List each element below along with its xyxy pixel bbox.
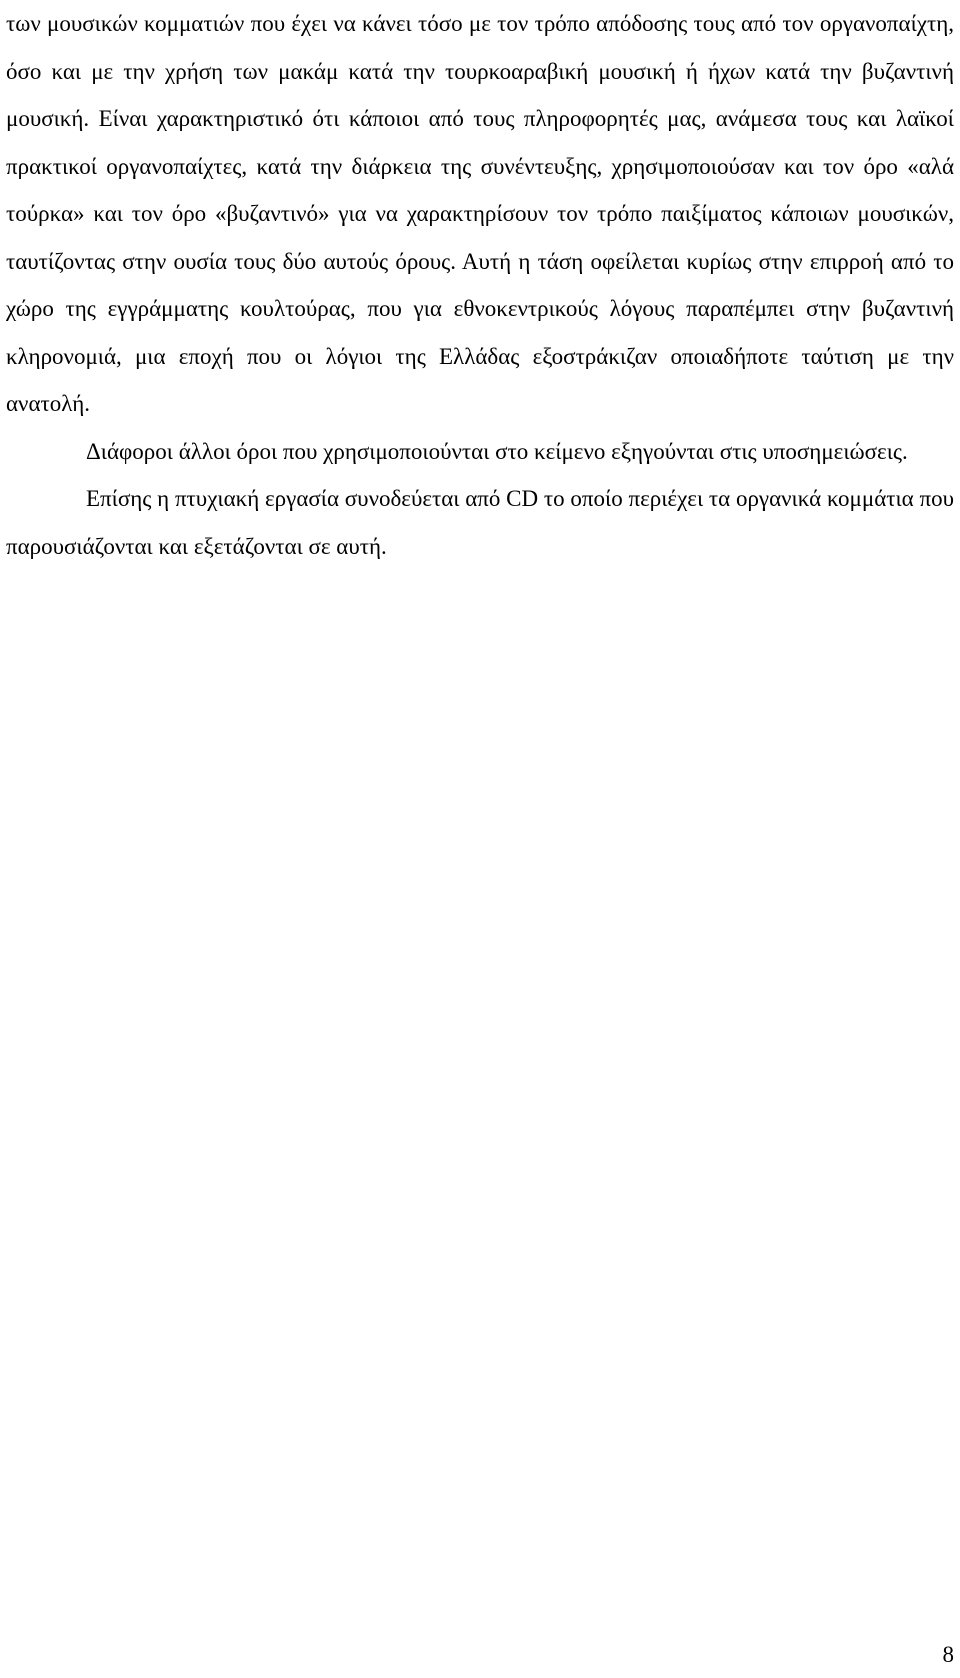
paragraph-cd-note: Επίσης η πτυχιακή εργασία συνοδεύεται από CD το οποίο περιέχει τα οργανικά κομμάτια που παρουσιάζονται και εξετάζονται σε αυτή. [6,486,954,559]
paragraph-terms-note: Διάφοροι άλλοι όροι που χρησιμοποιούνται στο κείμενο εξηγούνται στις υποσημειώσεις. [86,438,908,464]
paragraph-continuation: των μουσικών κομματιών που έχει να κάνει τόσο με τον τρόπο απόδοσης τους από τον οργανοπαίχτη, όσο και με την χρήση των μακάμ κατά την τουρκοαραβική μουσική ή ήχων κατά την βυζαντινή μουσική. Είναι χαρακτηριστικό ότι κάποιοι από τους πληροφορητές μας, ανάμεσα τους και λαϊκοί πρακτικοί οργανοπαίχτες, κατά την διάρκεια της συνέντευξης, χρησιμοποιούσαν και τον όρο «αλά τούρκα» και τον όρο «βυζαντινό» για να χαρακτηρίσουν τον τρόπο παιξίματος κάποιων μουσικών, ταυτίζοντας στην ουσία τους δύο αυτούς όρους. Αυτή η τάση οφείλεται κυρίως στην επιρροή από το χώρο της εγγράμματης κουλτούρας, που για εθνοκεντρικούς λόγους παραπέμπει στην βυζαντινή κληρονομιά, μια εποχή που οι λόγιοι της Ελλάδας εξοστράκιζαν οποιαδήποτε ταύτιση με την ανατολή. [6,11,954,416]
page-number: 8 [942,1642,954,1667]
body-text [6,0,954,570]
